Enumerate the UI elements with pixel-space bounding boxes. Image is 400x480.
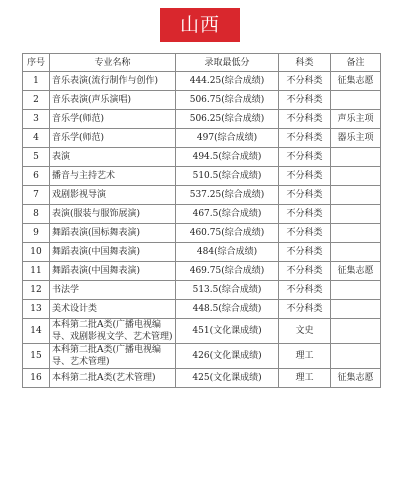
row-category: 理工 [279, 369, 331, 388]
header-index: 序号 [23, 54, 50, 72]
row-major: 舞蹈表演(中国舞表演) [50, 262, 176, 281]
table-row [23, 300, 381, 319]
row-major: 本科第二批A类(广播电视编导、戏剧影视文学、艺术管理) [50, 319, 176, 344]
row-note: 征集志愿 [331, 72, 381, 91]
table-row [23, 319, 381, 344]
row-major: 音乐学(师范) [50, 110, 176, 129]
row-category: 不分科类 [279, 224, 331, 243]
row-min-score: 484(综合成绩) [176, 243, 279, 262]
row-category: 不分科类 [279, 243, 331, 262]
table-row [23, 186, 381, 205]
row-note [331, 167, 381, 186]
row-min-score: 506.75(综合成绩) [176, 91, 279, 110]
table-row [23, 243, 381, 262]
row-major: 书法学 [50, 281, 176, 300]
table-row [23, 72, 381, 91]
row-index: 2 [23, 91, 50, 110]
table-row [23, 344, 381, 369]
row-index: 14 [23, 319, 50, 344]
row-category: 不分科类 [279, 110, 331, 129]
row-min-score: 510.5(综合成绩) [176, 167, 279, 186]
table-row [23, 262, 381, 281]
row-major: 舞蹈表演(国标舞表演) [50, 224, 176, 243]
row-major: 音乐学(师范) [50, 129, 176, 148]
row-note [331, 224, 381, 243]
row-major: 本科第二批A类(艺术管理) [50, 369, 176, 388]
row-major: 音乐表演(流行制作与创作) [50, 72, 176, 91]
table-row [23, 369, 381, 388]
table-row [23, 281, 381, 300]
row-index: 6 [23, 167, 50, 186]
row-min-score: 448.5(综合成绩) [176, 300, 279, 319]
row-note [331, 300, 381, 319]
row-major: 美术设计类 [50, 300, 176, 319]
row-min-score: 444.25(综合成绩) [176, 72, 279, 91]
row-index: 13 [23, 300, 50, 319]
row-note: 征集志愿 [331, 262, 381, 281]
row-major: 本科第二批A类(广播电视编导、艺术管理) [50, 344, 176, 369]
row-note: 征集志愿 [331, 369, 381, 388]
row-category: 不分科类 [279, 129, 331, 148]
header-note: 备注 [331, 54, 381, 72]
row-note [331, 319, 381, 344]
row-min-score: 494.5(综合成绩) [176, 148, 279, 167]
row-category: 不分科类 [279, 72, 331, 91]
row-category: 不分科类 [279, 186, 331, 205]
row-category: 不分科类 [279, 281, 331, 300]
row-min-score: 497(综合成绩) [176, 129, 279, 148]
row-min-score: 469.75(综合成绩) [176, 262, 279, 281]
province-banner: 山西 [160, 8, 240, 42]
row-major: 戏剧影视导演 [50, 186, 176, 205]
table-row [23, 148, 381, 167]
row-note [331, 205, 381, 224]
row-min-score: 460.75(综合成绩) [176, 224, 279, 243]
row-category: 文史 [279, 319, 331, 344]
row-note: 器乐主项 [331, 129, 381, 148]
row-index: 3 [23, 110, 50, 129]
row-category: 不分科类 [279, 148, 331, 167]
row-index: 16 [23, 369, 50, 388]
row-major: 表演(服装与服饰展演) [50, 205, 176, 224]
row-index: 12 [23, 281, 50, 300]
row-major: 播音与主持艺术 [50, 167, 176, 186]
row-min-score: 451(文化课成绩) [176, 319, 279, 344]
header-category: 科类 [279, 54, 331, 72]
row-note [331, 243, 381, 262]
row-index: 4 [23, 129, 50, 148]
row-category: 理工 [279, 344, 331, 369]
table-row [23, 129, 381, 148]
row-min-score: 506.25(综合成绩) [176, 110, 279, 129]
row-note [331, 148, 381, 167]
row-category: 不分科类 [279, 167, 331, 186]
row-major: 舞蹈表演(中国舞表演) [50, 243, 176, 262]
row-index: 15 [23, 344, 50, 369]
row-index: 11 [23, 262, 50, 281]
row-index: 5 [23, 148, 50, 167]
table-header-row [23, 54, 381, 72]
row-min-score: 426(文化课成绩) [176, 344, 279, 369]
header-major: 专业名称 [50, 54, 176, 72]
row-note [331, 91, 381, 110]
row-category: 不分科类 [279, 91, 331, 110]
row-category: 不分科类 [279, 262, 331, 281]
table-row [23, 91, 381, 110]
row-min-score: 537.25(综合成绩) [176, 186, 279, 205]
table-row [23, 110, 381, 129]
table-row [23, 224, 381, 243]
table-row [23, 205, 381, 224]
row-major: 音乐表演(声乐演唱) [50, 91, 176, 110]
row-note: 声乐主项 [331, 110, 381, 129]
row-min-score: 513.5(综合成绩) [176, 281, 279, 300]
row-index: 8 [23, 205, 50, 224]
row-min-score: 467.5(综合成绩) [176, 205, 279, 224]
table-row [23, 167, 381, 186]
row-index: 9 [23, 224, 50, 243]
row-index: 10 [23, 243, 50, 262]
row-major: 表演 [50, 148, 176, 167]
admission-score-table [22, 53, 381, 388]
row-category: 不分科类 [279, 300, 331, 319]
row-note [331, 186, 381, 205]
row-category: 不分科类 [279, 205, 331, 224]
row-index: 1 [23, 72, 50, 91]
row-note [331, 281, 381, 300]
row-note [331, 344, 381, 369]
row-min-score: 425(文化课成绩) [176, 369, 279, 388]
header-min-score: 录取最低分 [176, 54, 279, 72]
row-index: 7 [23, 186, 50, 205]
